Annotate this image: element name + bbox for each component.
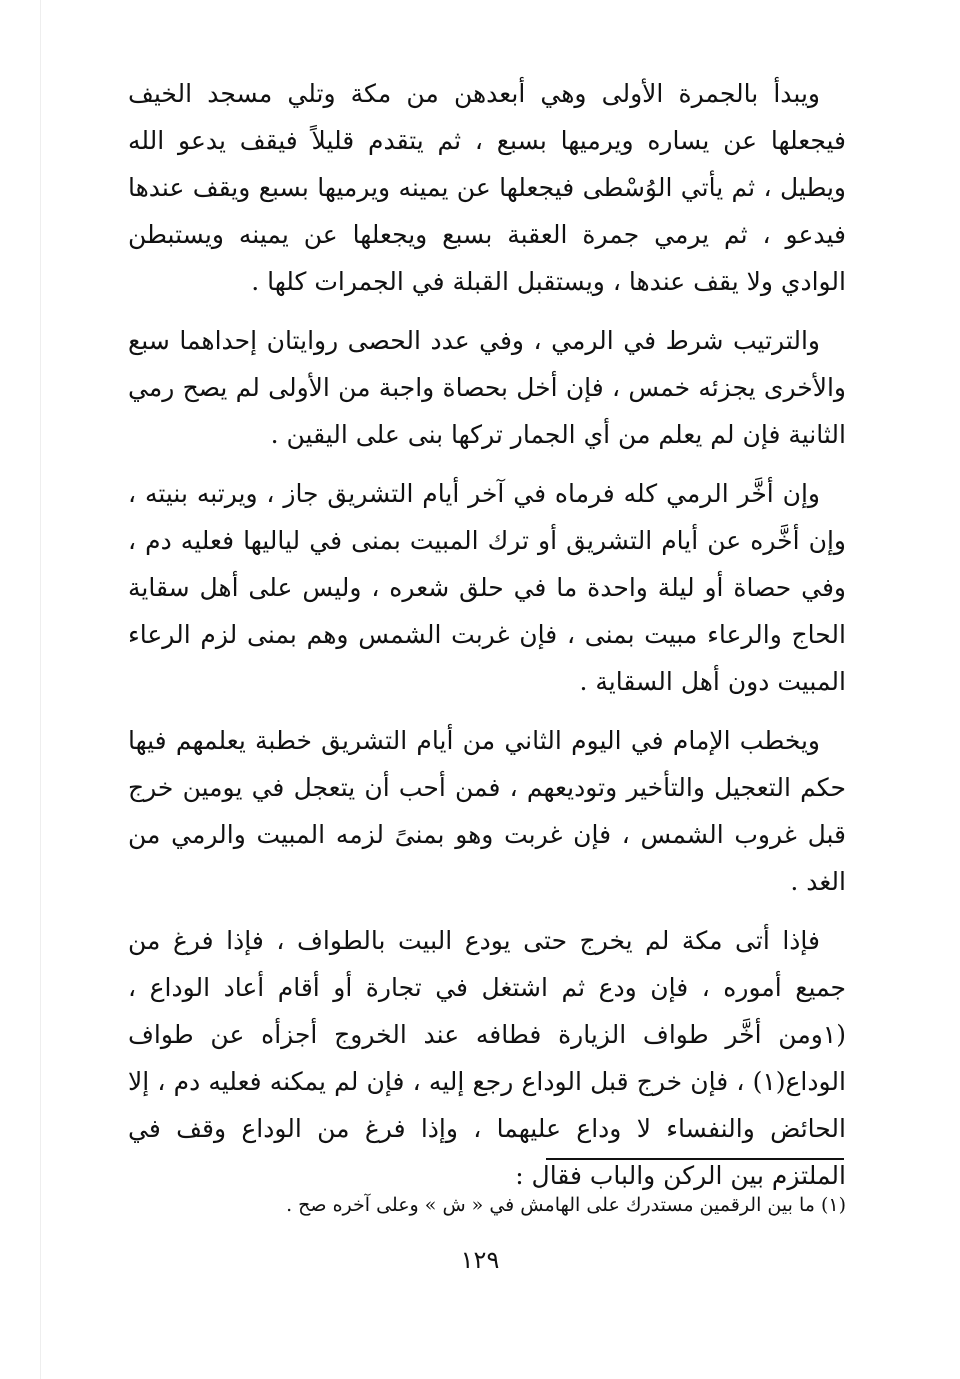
footnote: (١) ما بين الرقمين مستدرك على الهامش في « ش » وعلى آخره صح . <box>286 1194 846 1216</box>
page-body <box>128 70 846 1211</box>
scan-edge-line <box>40 0 41 1379</box>
paragraph-delay-rami: وإن أخَّر الرمي كله فرماه في آخر أيام التشريق جاز ، ويرتبه بنيته ، وإن أخَّره عن أيام التشريق أو ترك المبيت بمنى في لياليها فعليه دم ، وفي حصاة أو ليلة واحدة ما في حلق شعره ، وليس على أهل سقاية الحاج والرعاء مبيت بمنى ، فإن غربت الشمس وهم بمنى لزم الرعاء المبيت دون أهل السقاية . <box>128 479 846 696</box>
page-number: ١٢٩ <box>460 1246 500 1274</box>
paragraph-farewell-tawaf: فإذا أتى مكة لم يخرج حتى يودع البيت بالطواف ، فإذا فرغ من جميع أموره ، فإن ودع ثم اشتغل في تجارة أو أقام أعاد الوداع ، (١ومن أخَّر طواف الزيارة فطافه عند الخروج أجزأه عن طواف الوداع(١) ، فإن خرج قبل الوداع رجع إليه ، فإن لم يمكنه فعليه دم ، إلا الحائض والنفساء لا وداع عليهما ، وإذا فرغ من الوداع وقف في الملتزم بين الركن والباب فقال : <box>128 926 846 1190</box>
footnote-divider <box>546 1158 844 1160</box>
paragraph-imam-khutba: ويخطب الإمام في اليوم الثاني من أيام التشريق خطبة يعلمهم فيها حكم التعجيل والتأخير وتوديعهم ، فمن أحب أن يتعجل في يومين خرج قبل غروب الشمس ، فإن غربت وهو بمنىً لزمه المبيت والرمي من الغد . <box>128 726 846 896</box>
paragraph-jamarat-order: ويبدأ بالجمرة الأولى وهي أبعدهن من مكة وتلي مسجد الخيف فيجعلها عن يساره ويرميها بسبع ، ثم يتقدم قليلاً فيقف يدعو الله ويطيل ، ثم يأتي الوُسْطى فيجعلها عن يمينه ويرميها بسبع ويقف عندها فيدعو ، ثم يرمي جمرة العقبة بسبع ويجعلها عن يمينه ويستبطن الوادي ولا يقف عندها ، ويستقبل القبلة في الجمرات كلها . <box>128 79 846 296</box>
paragraph-order-condition: والترتيب شرط في الرمي ، وفي عدد الحصى روايتان إحداهما سبع والأخرى يجزئه خمس ، فإن أخل بحصاة واجبة من الأولى لم يصح رمي الثانية فإن لم يعلم من أي الجمار تركها بنى على اليقين . <box>128 326 846 449</box>
